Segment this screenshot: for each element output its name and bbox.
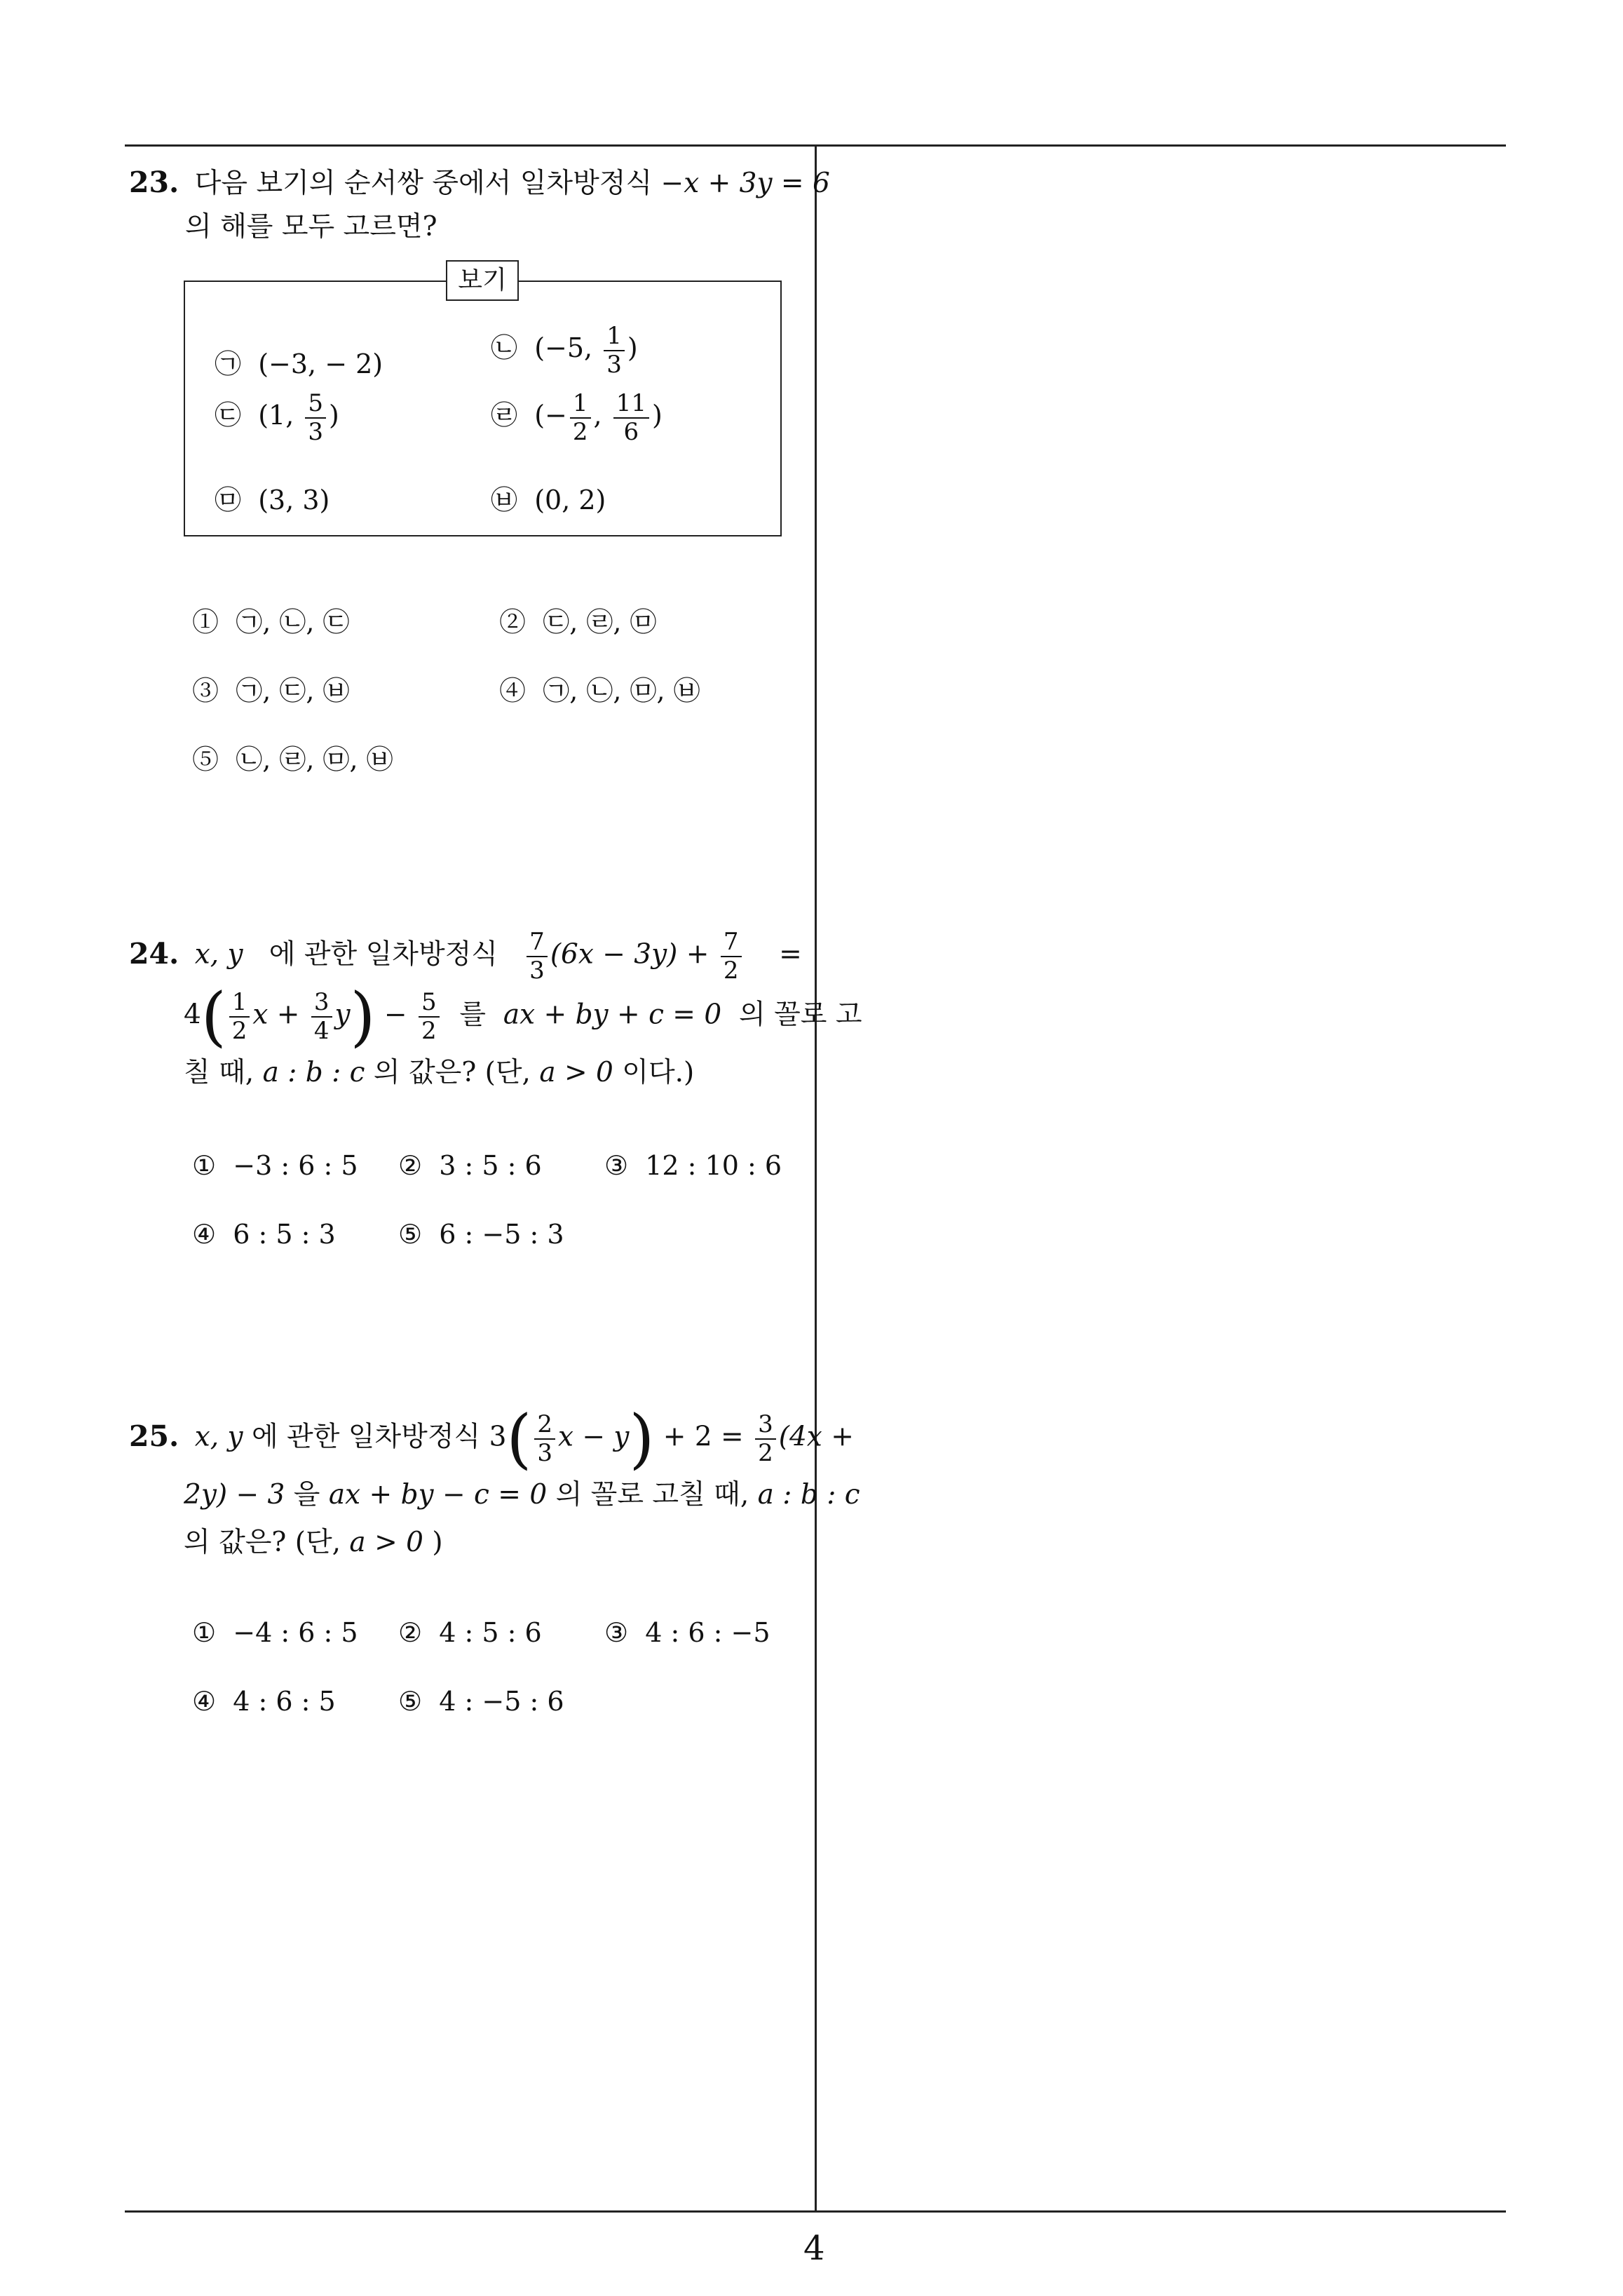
q25-number: 25. [129,1419,179,1453]
q24-line3: 칠 때, a : b : c 의 값은? (단, a > 0 이다.) [184,1057,695,1088]
q23-option-1[interactable]: ① ㉠, ㉡, ㉢ [192,607,350,637]
q24-line1: 24. x, y 에 관한 일차방정식 $\frac{7}{3}$ (6x − 3y) + $\frac{7}{2}$ = [129,928,802,985]
bogi-item-6: ㉥ (0, 2) [491,485,606,515]
bottom-rule [125,2210,1506,2213]
q23-line1 [129,168,830,197]
bogi-item-3: ㉢ (1, $\frac{5}{3}$ ) [215,389,339,446]
fraction: $\frac{5}{3}$ [305,391,326,444]
q23-option-4[interactable]: ④ ㉠, ㉡, ㉤, ㉥ [499,675,700,706]
q24-option-3[interactable]: ③ 12 : 10 : 6 [604,1150,782,1181]
q23-option-2[interactable]: ② ㉢, ㉣, ㉤ [499,607,657,637]
bogi-item-1: ㉠ (−3, − 2) [215,349,383,379]
fraction: $\frac{1}{3}$ [604,324,625,377]
fraction: $\frac{7}{2}$ [721,930,742,982]
q23-equation: −x + 3y = 6 [660,168,830,199]
bogi-item-2: ㉡ (−5, $\frac{1}{3}$ ) [491,322,638,379]
q24-option-2[interactable]: ② 3 : 5 : 6 [398,1150,542,1181]
q25-option-5[interactable]: ⑤ 4 : −5 : 6 [398,1686,564,1717]
q24-line2: 4( $\frac{1}{2}$ x + $\frac{3}{4}$ y) − $\frac{5}{2}$ 를 ax + by + c = 0 의 꼴로 고 [184,978,862,1054]
fraction: $\frac{5}{2}$ [419,990,440,1043]
q25-option-2[interactable]: ② 4 : 5 : 6 [398,1617,542,1648]
q23-option-3[interactable]: ③ ㉠, ㉢, ㉥ [192,675,350,706]
fraction: $\frac{3}{4}$ [311,990,332,1043]
fraction: $\frac{7}{3}$ [527,930,548,982]
q25-option-3[interactable]: ③ 4 : 6 : −5 [604,1617,770,1648]
q25-option-4[interactable]: ④ 4 : 6 : 5 [192,1686,336,1717]
fraction: $\frac{2}{3}$ [534,1412,555,1465]
q24-number: 24. [129,936,179,971]
q23-number: 23. [129,166,179,199]
bogi-item-4: ㉣ (− $\frac{1}{2}$ , $\frac{11}{6}$ ) [491,389,663,446]
q25-line2: 2y) − 3 을 ax + by − c = 0 의 꼴로 고칠 때, a : b : c [184,1479,860,1511]
q24-option-5[interactable]: ⑤ 6 : −5 : 3 [398,1219,564,1250]
column-divider [815,144,817,2212]
q25-line1: 25. x, y 에 관한 일차방정식 3( $\frac{2}{3}$ x − y) + 2 = $\frac{3}{2}$ (4x + [129,1400,854,1476]
page-number: 4 [803,2229,825,2268]
q24-option-1[interactable]: ① −3 : 6 : 5 [192,1150,358,1181]
q25-option-1[interactable]: ① −4 : 6 : 5 [192,1617,358,1648]
fraction: $\frac{3}{2}$ [755,1412,776,1465]
bogi-title: 보기 [446,260,519,301]
q25-line3: 의 값은? (단, a > 0 ) [184,1527,443,1558]
fraction: $\frac{1}{2}$ [570,391,591,444]
q23-prompt-text: 다음 보기의 순서쌍 중에서 일차방정식 [194,168,653,199]
bogi-item-5: ㉤ (3, 3) [215,485,330,515]
q23-line2: 의 해를 모두 고르면? [185,211,437,243]
q23-option-5[interactable]: ⑤ ㉡, ㉣, ㉤, ㉥ [192,744,393,775]
fraction: $\frac{11}{6}$ [613,391,649,444]
q24-option-4[interactable]: ④ 6 : 5 : 3 [192,1219,336,1250]
fraction: $\frac{1}{2}$ [229,990,250,1043]
